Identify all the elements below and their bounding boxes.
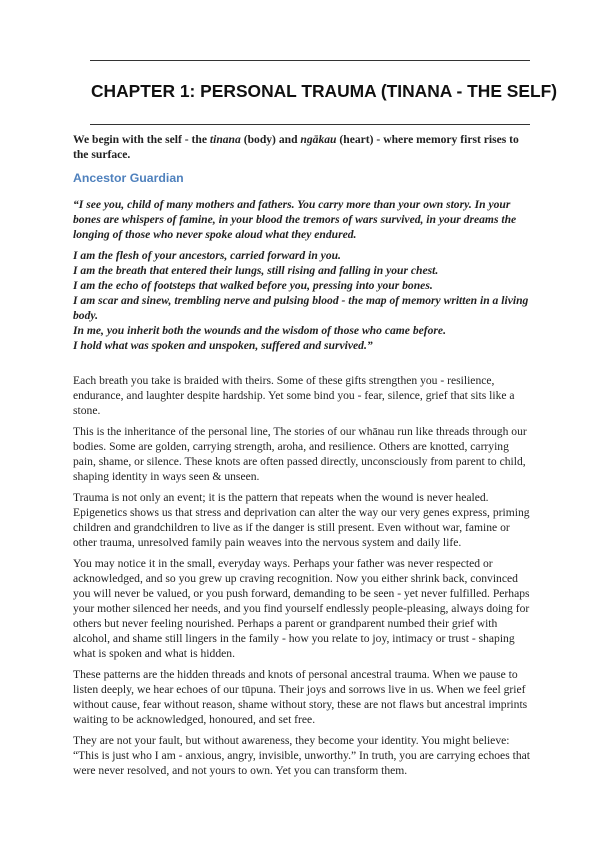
spacer [73,359,533,373]
body-paragraph: This is the inheritance of the personal line, The stories of our whānau run like threads through our bodies. Some are golden, carrying strength, aroha, and resilience. Others are knotted, carrying pain, shame, or silence. These knots are often passed directly, unconsciously from parent to child, shaping identity in ways seen & unseen. [73,425,527,483]
intro-paragraph [73,132,533,162]
body-paragraph: They are not your fault, but without awareness, they become your identity. You might believe: “This is just who I am - anxious, angry, invisible, unworthy.” In truth, you are carrying echoes that were never resolved, and not yours to own. Yet you can transform them. [73,734,530,777]
verse-line: I am the breath that entered their lungs, still rising and falling in your chest. [73,264,439,277]
top-rule [90,60,530,61]
verse-line: I am scar and sinew, trembling nerve and pulsing blood - the map of memory written in a living body. [73,294,529,322]
verse-line: In me, you inherit both the wounds and the wisdom of those who came before. [73,324,446,337]
guardian-verse [73,248,533,353]
body-paragraph: Each breath you take is braided with theirs. Some of these gifts strengthen you - resilience, endurance, and laughter despite hardship. Yet some bind you - fear, silence, grief that sits like a stone. [73,374,515,417]
intro-text: (body) and [240,133,301,146]
verse-line: I am the echo of footsteps that walked before you, pressing into your bones. [73,279,433,292]
guardian-quote: “I see you, child of many mothers and fathers. You carry more than your own story. In your bones are whispers of famine, in your blood the tremors of wars survived, in your dreams the longing of those who never spoke aloud what they endured. [73,198,517,241]
intro-text: (heart) - where memory first rises to the surface. [73,133,519,161]
intro-term-ngakau: ngākau [300,133,337,146]
body-paragraph: You may notice it in the small, everyday ways. Perhaps your father was never respected or acknowledged, and so you grew up craving recognition. Now you either shrink back, convinced you will never be valued, or you push forward, demanding to be seen - yet never fulfilled. Perhaps your mother silenced her needs, and you find yourself endlessly people-pleasing, always doing for others but never feeling nourished. Perhaps a parent or grandparent numbed their grief with alcohol, and shame still lingers in the family - how you relate to joy, intimacy or trust - shaping what is spoken and what is hidden. [73,557,530,660]
intro-text: We begin with the self - the [73,133,210,146]
intro-term-tinana: tinana [209,133,241,146]
chapter-body [73,132,533,784]
verse-line: I am the flesh of your ancestors, carried forward in you. [73,249,341,262]
chapter-title: CHAPTER 1: PERSONAL TRAUMA (TINANA - THE SELF) [91,81,557,101]
body-paragraph: These patterns are the hidden threads and knots of personal ancestral trauma. When we pause to listen deeply, we hear echoes of our tūpuna. Their joys and sorrows live in us. When we feel grief without cause, fear without reason, shame without story, these are not flaws but ancestral imprints waiting to be acknowledged, honoured, and set free. [73,668,528,726]
verse-line: I hold what was spoken and unspoken, suffered and survived.” [73,339,373,352]
section-heading: Ancestor Guardian [73,171,184,185]
body-paragraph: Trauma is not only an event; it is the pattern that repeats when the wound is never healed. Epigenetics shows us that stress and deprivation can alter the way our very genes express, priming children and grandchildren to live as if the danger is still present. Even without war, famine or other trauma, unresolved family pain weaves into the nervous system and daily life. [73,491,530,549]
bottom-rule [90,124,530,125]
